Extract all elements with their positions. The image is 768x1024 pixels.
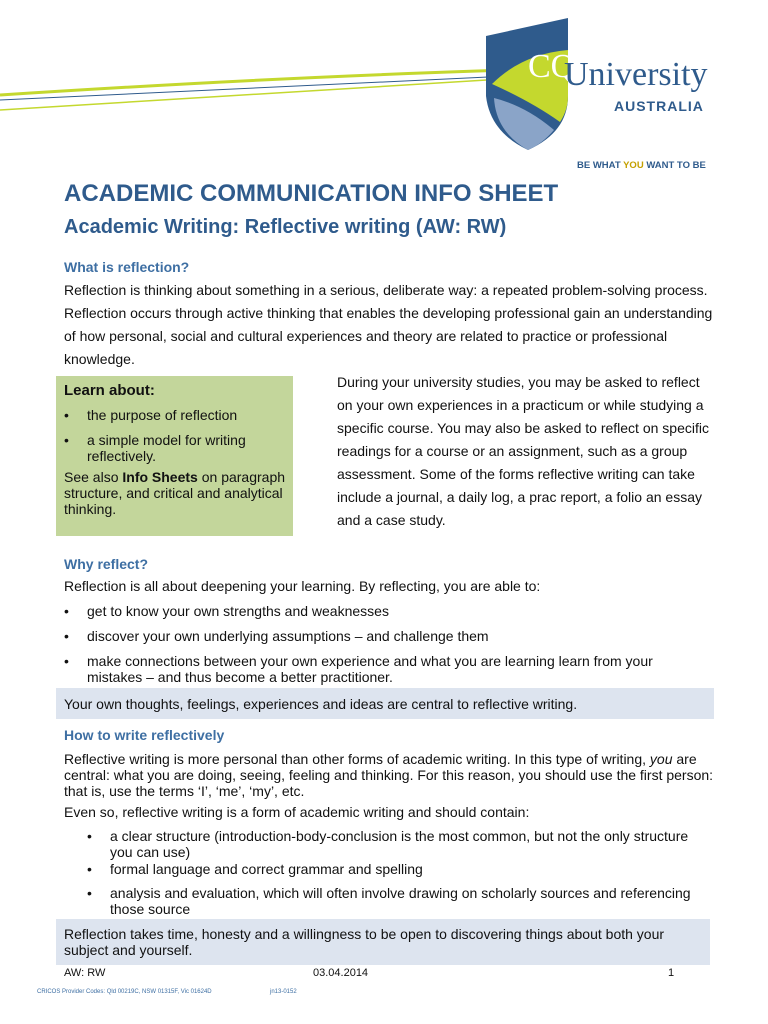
callout-reflection-takes-time xyxy=(56,919,710,965)
section-heading-how-to-write: How to write reflectively xyxy=(64,727,225,743)
learn-about-box xyxy=(56,376,293,536)
list-item: • a clear structure (introduction-body-conclusion is the most common, but not the only structure you can use) xyxy=(87,828,712,860)
footer-page-number: 1 xyxy=(668,967,675,979)
see-also-text xyxy=(64,469,286,517)
list-item: • a simple model for writing reflectively. xyxy=(64,432,284,464)
footer-code: AW: RW xyxy=(64,967,106,979)
callout-central-ideas-text: Your own thoughts, feelings, experiences and ideas are central to reflective writing. xyxy=(64,696,578,712)
section-heading-why-reflect: Why reflect? xyxy=(64,556,149,572)
tagline xyxy=(577,160,706,171)
logo-australia: AUSTRALIA xyxy=(614,98,704,114)
learn-about-list xyxy=(64,407,284,464)
list-item: • discover your own underlying assumptions – and challenge them xyxy=(64,628,674,644)
page-title: ACADEMIC COMMUNICATION INFO SHEET xyxy=(64,180,559,207)
academic-writing-list xyxy=(87,828,712,917)
footer-cricos: CRICOS Provider Codes: Qld 00219C, NSW 01315F, Vic 01624D xyxy=(37,989,212,995)
p1-emphasis: you xyxy=(649,751,673,767)
logo-wordmark xyxy=(528,48,728,118)
see-also-after: on paragraph structure, and critical and analytical thinking. xyxy=(64,469,286,517)
why-reflect-list xyxy=(64,603,674,685)
tagline-you: YOU xyxy=(623,160,644,171)
p1-after: are central: what you are doing, seeing, feeling and thinking. For this reason, you should use the first person: that is, use the terms ‘I’, ‘me’, ‘my’, etc. xyxy=(64,751,714,799)
right-column-paragraph: During your university studies, you may be asked to reflect on your own experiences in a practicum or while studying a specific course. You may also be asked to reflect on specific readings for a course or an assignment, such as a group assessment. Some of the forms reflective writing can take include a journal, a daily log, a prac report, a folio an essay and a case study. xyxy=(337,374,709,528)
list-item: • get to know your own strengths and weaknesses xyxy=(64,603,674,619)
callout-central-ideas xyxy=(56,688,714,719)
list-item: • formal language and correct grammar and spelling xyxy=(87,861,712,877)
tagline-before: BE WHAT xyxy=(577,160,624,171)
list-item: • make connections between your own experience and what you are learning learn from your mistakes – and thus become a better practitioner. xyxy=(64,653,674,685)
list-item: • analysis and evaluation, which will often involve drawing on scholarly sources and referencing those source xyxy=(87,885,712,917)
info-sheets-link-text: Info Sheets xyxy=(122,469,198,485)
footer-ref: jn13-0152 xyxy=(270,989,297,995)
section-intro-why-reflect: Reflection is all about deepening your learning. By reflecting, you are able to: xyxy=(64,578,541,594)
callout-reflection-takes-time-text: Reflection takes time, honesty and a willingness to be open to discovering things about both your subject and yourself. xyxy=(64,926,665,958)
section-heading-what-is-reflection: What is reflection? xyxy=(64,259,190,275)
section-paragraph-even-so: Even so, reflective writing is a form of academic writing and should contain: xyxy=(64,804,530,820)
logo-cq: CQ xyxy=(528,48,576,85)
see-also-before: See also xyxy=(64,469,123,485)
p1-before: Reflective writing is more personal than other forms of academic writing. In this type of writing, xyxy=(64,751,650,767)
section-paragraph-how-to-write xyxy=(64,751,714,799)
footer-date: 03.04.2014 xyxy=(313,967,369,979)
page-subtitle: Academic Writing: Reflective writing (AW: RW) xyxy=(64,216,507,238)
logo-university: University xyxy=(564,56,708,93)
learn-about-heading: Learn about: xyxy=(64,382,155,399)
section-paragraph-what-is-reflection: Reflection is thinking about something in a serious, deliberate way: a repeated problem-solving process. Reflection occurs through active thinking that enables the developing professional gain an understanding of how personal, social and cultural experiences and theory are related to practice or professional knowledge. xyxy=(64,282,713,367)
tagline-after: WANT TO BE xyxy=(643,160,706,171)
list-item: • the purpose of reflection xyxy=(64,407,284,423)
